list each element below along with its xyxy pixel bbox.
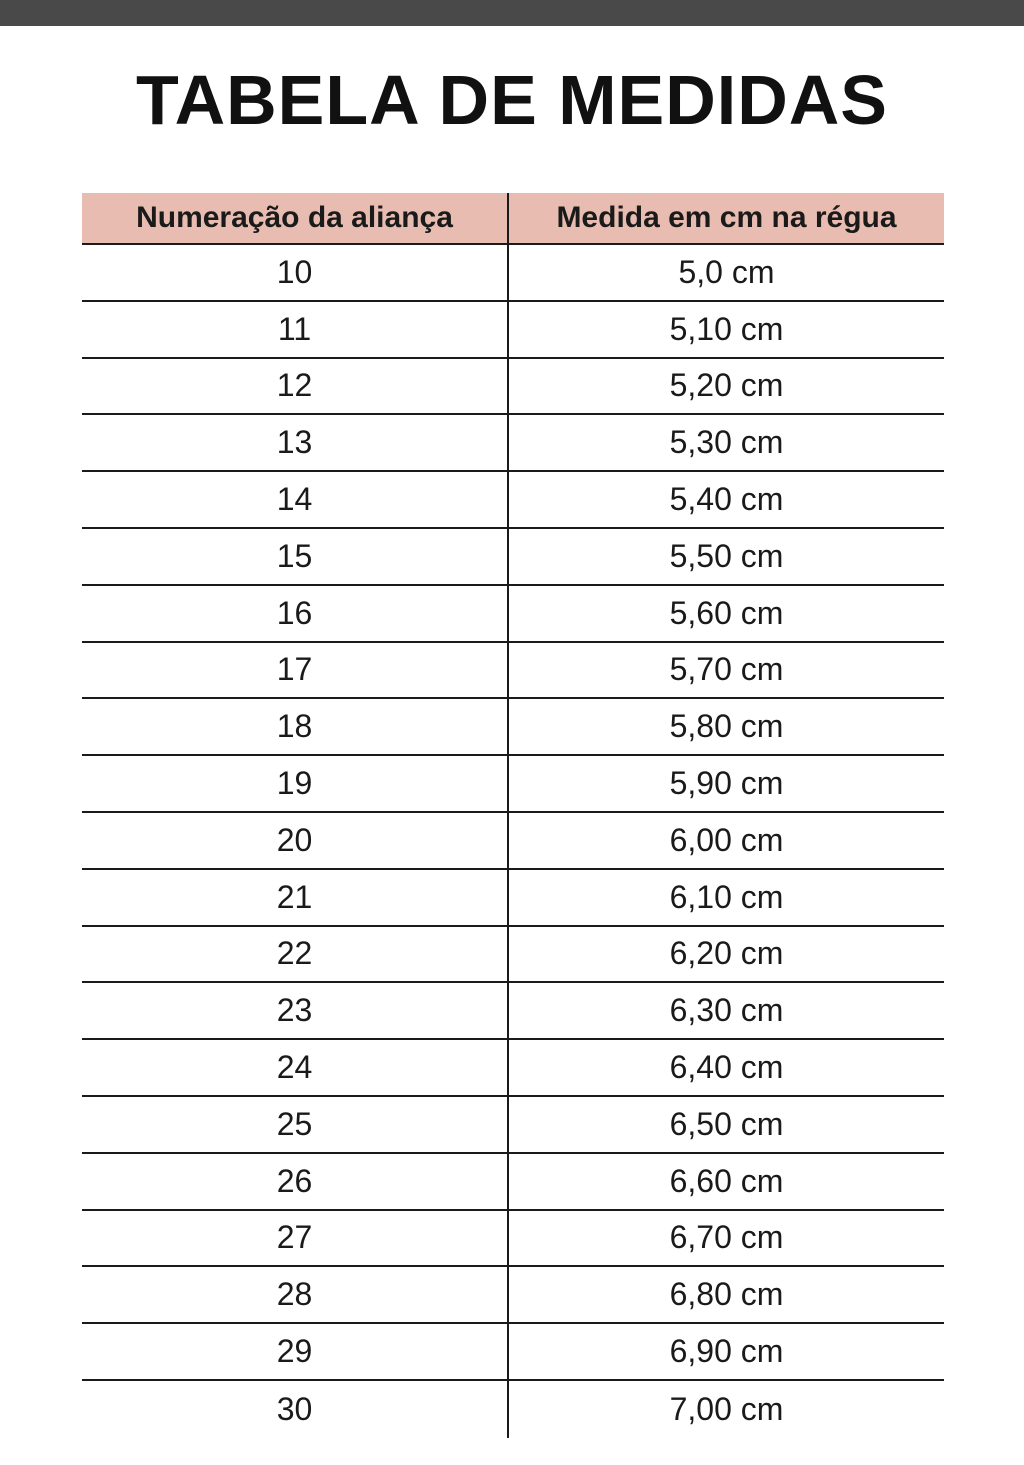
ring-size-cell: 23	[82, 983, 509, 1038]
ring-size-cell: 17	[82, 643, 509, 698]
ring-size-cell: 10	[82, 245, 509, 300]
measure-cell: 5,30 cm	[669, 424, 784, 461]
measure-cell: 6,10 cm	[669, 878, 784, 915]
ring-size-cell: 27	[82, 1211, 509, 1266]
table-body	[82, 245, 944, 1438]
table-row	[82, 699, 944, 756]
measure-cell: 5,90 cm	[669, 765, 784, 802]
ring-size-cell: 29	[82, 1324, 509, 1379]
table-row	[82, 415, 944, 472]
table-row	[82, 870, 944, 927]
ring-size-cell: 22	[82, 927, 509, 982]
ring-size-cell: 20	[82, 813, 509, 868]
measure-cell: 6,70 cm	[669, 1219, 784, 1256]
table-row	[82, 1211, 944, 1268]
page-title: TABELA DE MEDIDAS	[136, 61, 888, 139]
table-row	[82, 245, 944, 302]
table-row	[82, 1324, 944, 1381]
table-row	[82, 1154, 944, 1211]
table-row	[82, 927, 944, 984]
measure-cell: 5,0 cm	[678, 253, 775, 290]
measure-cell: 5,60 cm	[669, 594, 784, 631]
ring-size-cell: 30	[82, 1381, 509, 1438]
header-ruler-measure: Medida em cm na régua	[556, 201, 897, 234]
table-row	[82, 813, 944, 870]
ring-size-cell: 25	[82, 1097, 509, 1152]
measure-cell: 6,60 cm	[669, 1162, 784, 1199]
ring-size-cell: 13	[82, 415, 509, 470]
ring-size-cell: 11	[82, 302, 509, 357]
ring-size-cell: 18	[82, 699, 509, 754]
measure-cell: 6,00 cm	[669, 821, 784, 858]
ring-size-cell: 15	[82, 529, 509, 584]
table-row	[82, 983, 944, 1040]
measure-cell: 6,20 cm	[669, 935, 784, 972]
ring-size-cell: 21	[82, 870, 509, 925]
table-row	[82, 529, 944, 586]
table-row	[82, 472, 944, 529]
measure-cell: 6,30 cm	[669, 992, 784, 1029]
measure-cell: 6,40 cm	[669, 1049, 784, 1086]
ring-size-cell: 14	[82, 472, 509, 527]
table-row	[82, 1267, 944, 1324]
measure-cell: 5,20 cm	[669, 367, 784, 404]
measure-cell: 6,90 cm	[669, 1333, 784, 1370]
table-row	[82, 643, 944, 700]
table-header-row	[82, 193, 944, 245]
header-ring-size: Numeração da aliança	[82, 193, 509, 243]
ring-size-cell: 26	[82, 1154, 509, 1209]
table-row	[82, 586, 944, 643]
ring-size-cell: 28	[82, 1267, 509, 1322]
measure-cell: 6,80 cm	[669, 1276, 784, 1313]
top-bar	[0, 0, 1024, 26]
measure-cell: 5,40 cm	[669, 481, 784, 518]
table-row	[82, 1040, 944, 1097]
table-row	[82, 1097, 944, 1154]
ring-size-cell: 12	[82, 359, 509, 414]
measure-cell: 5,80 cm	[669, 708, 784, 745]
ring-size-cell: 24	[82, 1040, 509, 1095]
table-row	[82, 302, 944, 359]
size-table	[82, 193, 944, 1438]
table-row	[82, 756, 944, 813]
measure-cell: 7,00 cm	[669, 1390, 784, 1427]
table-row	[82, 359, 944, 416]
measure-cell: 5,10 cm	[669, 310, 784, 347]
measure-cell: 5,70 cm	[669, 651, 784, 688]
measure-cell: 6,50 cm	[669, 1105, 784, 1142]
measure-cell: 5,50 cm	[669, 537, 784, 574]
ring-size-cell: 16	[82, 586, 509, 641]
table-row	[82, 1381, 944, 1438]
ring-size-cell: 19	[82, 756, 509, 811]
